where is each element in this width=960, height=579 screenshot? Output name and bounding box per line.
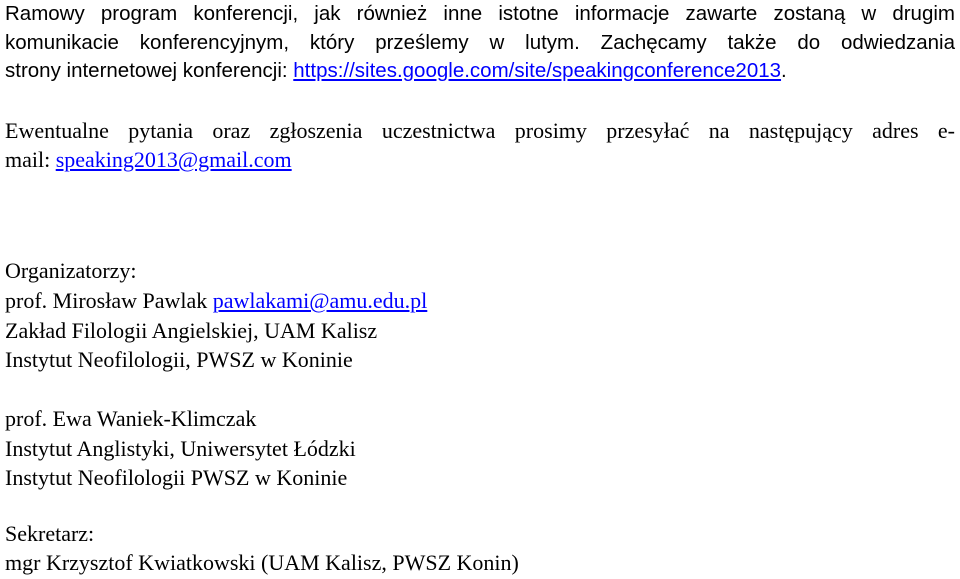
organizer-2-affiliation-1: Instytut Anglistyki, Uniwersytet Łódzki	[5, 436, 356, 461]
intro-line-3-suffix: .	[781, 59, 787, 82]
contact-line-2	[5, 146, 292, 174]
secretary-heading: Sekretarz:	[5, 521, 95, 546]
contact-line-1: Ewentualne pytania oraz zgłoszenia uczestnictwa prosimy przesyłać na następujący adres e-	[5, 118, 955, 143]
contact-line-2-prefix: mail:	[5, 147, 56, 172]
conference-website-link[interactable]: https://sites.google.com/site/speakingconference2013	[293, 59, 782, 82]
organizer-1-line	[5, 287, 427, 315]
intro-line-2: komunikacie konferencyjnym, który prześlemy w lutym. Zachęcamy także do odwiedzania	[5, 31, 955, 54]
intro-line-1: Ramowy program konferencji, jak również inne istotne informacje zawarte zostaną w drugim	[5, 2, 955, 25]
organizer-2-name: prof. Ewa Waniek-Klimczak	[5, 406, 257, 431]
secretary-name: mgr Krzysztof Kwiatkowski (UAM Kalisz, PWSZ Konin)	[5, 550, 519, 575]
organizer-1-affiliation-1: Zakład Filologii Angielskiej, UAM Kalisz	[5, 318, 378, 343]
intro-line-3-prefix: strony internetowej konferencji:	[5, 59, 294, 82]
organizers-heading: Organizatorzy:	[5, 258, 137, 283]
contact-email-link[interactable]: speaking2013@gmail.com	[55, 147, 292, 172]
organizer-1-affiliation-2: Instytut Neofilologii, PWSZ w Koninie	[5, 347, 353, 372]
organizer-1-email-link[interactable]: pawlakami@amu.edu.pl	[212, 288, 428, 313]
organizer-2-affiliation-2: Instytut Neofilologii PWSZ w Koninie	[5, 465, 348, 490]
intro-line-3	[5, 57, 787, 85]
organizer-1-name: prof. Mirosław Pawlak	[5, 288, 213, 313]
